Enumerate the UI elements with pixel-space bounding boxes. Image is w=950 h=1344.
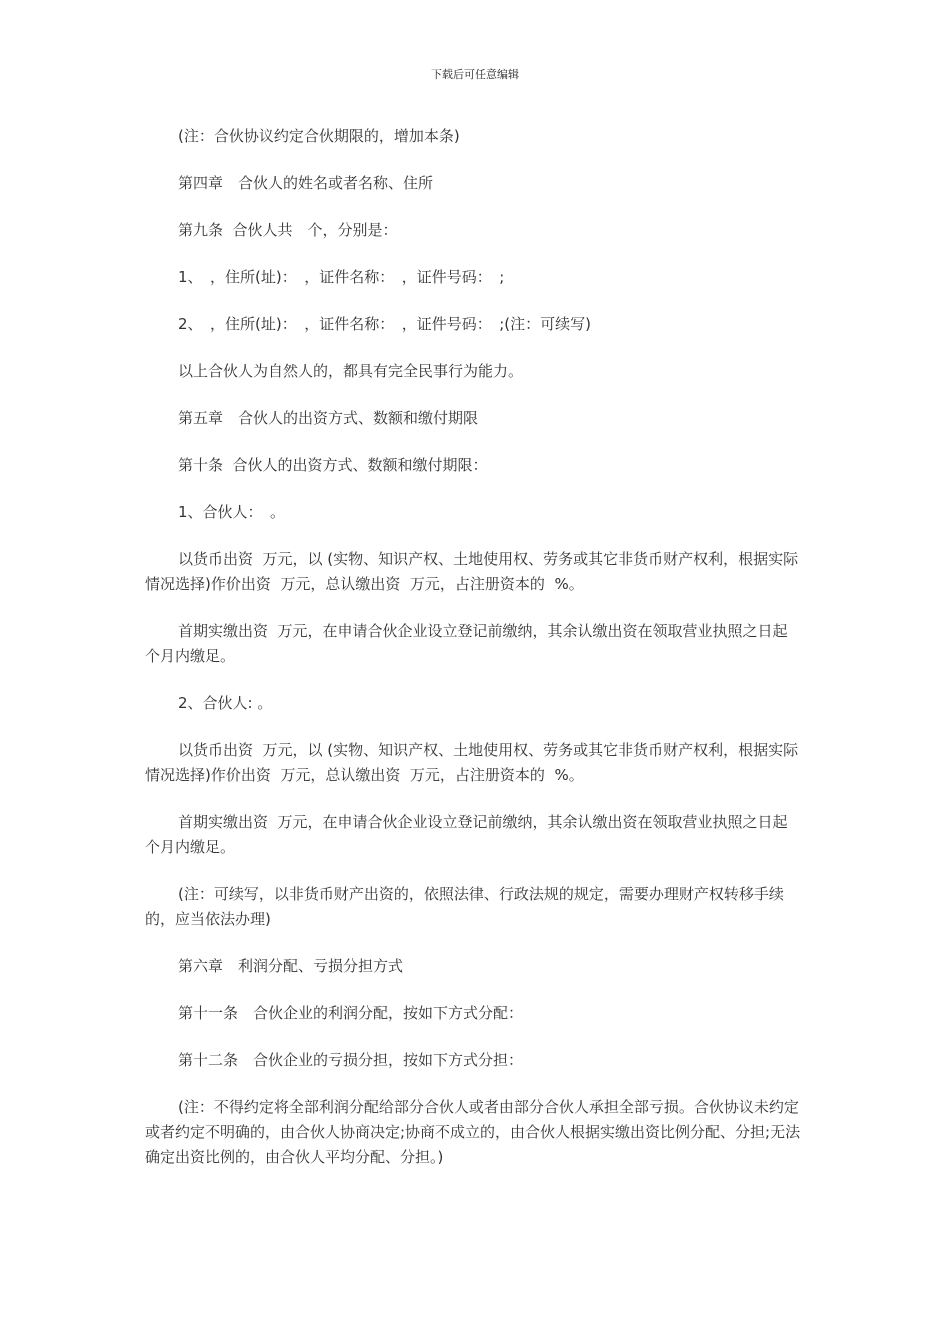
partner-2-label: 2、合伙人: 。 — [178, 694, 273, 712]
partner-1-label: 1、合伙人： 。 — [178, 503, 286, 521]
article-11: 第十一条 合伙企业的利润分配，按如下方式分配： — [178, 1004, 524, 1022]
partner-1-info: 1、 ，住所(址)： ，证件名称： ，证件号码： ; — [178, 268, 505, 286]
article-12: 第十二条 合伙企业的亏损分担，按如下方式分担： — [178, 1051, 524, 1069]
partner-2-contribution: 以货币出资 万元，以 (实物、知识产权、土地使用权、劳务或其它非货币财产权利，根据实际情况选择)作价出资 万元，总认缴出资 万元，占注册资本的 %。 — [145, 741, 799, 784]
note-profit-loss: (注：不得约定将全部利润分配给部分合伙人或者由部分合伙人承担全部亏损。合伙协议未约定或者约定不明确的，由合伙人协商决定;协商不成立的，由合伙人根据实缴出资比例分配、分担;无法确定出资比例的，由合伙人平均分配、分担。) — [145, 1098, 801, 1166]
partner-2-payment: 首期实缴出资 万元，在申请合伙企业设立登记前缴纳，其余认缴出资在领取营业执照之日起 个月内缴足。 — [145, 813, 798, 856]
article-10: 第十条 合伙人的出资方式、数额和缴付期限： — [178, 456, 488, 474]
chapter-6-heading: 第六章 利润分配、亏损分担方式 — [178, 957, 404, 975]
document-body — [145, 124, 818, 1192]
note-partnership-term: (注：合伙协议约定合伙期限的，增加本条) — [178, 127, 460, 145]
note-non-monetary: (注：可续写，以非货币财产出资的，依照法律、行政法规的规定，需要办理财产权转移手续的，应当依法办理) — [145, 885, 784, 928]
page-header: 下载后可任意编辑 — [431, 68, 519, 81]
partner-2-info: 2、 ，住所(址)： ，证件名称： ，证件号码： ;(注：可续写) — [178, 315, 592, 333]
chapter-4-heading: 第四章 合伙人的姓名或者名称、住所 — [178, 174, 434, 192]
partner-capacity-statement: 以上合伙人为自然人的，都具有完全民事行为能力。 — [178, 362, 524, 380]
chapter-5-heading: 第五章 合伙人的出资方式、数额和缴付期限 — [178, 409, 479, 427]
partner-1-contribution: 以货币出资 万元，以 (实物、知识产权、土地使用权、劳务或其它非货币财产权利，根据实际情况选择)作价出资 万元，总认缴出资 万元，占注册资本的 %。 — [145, 550, 799, 593]
article-9: 第九条 合伙人共 个，分别是： — [178, 221, 398, 239]
partner-1-payment: 首期实缴出资 万元，在申请合伙企业设立登记前缴纳，其余认缴出资在领取营业执照之日起 个月内缴足。 — [145, 622, 818, 665]
